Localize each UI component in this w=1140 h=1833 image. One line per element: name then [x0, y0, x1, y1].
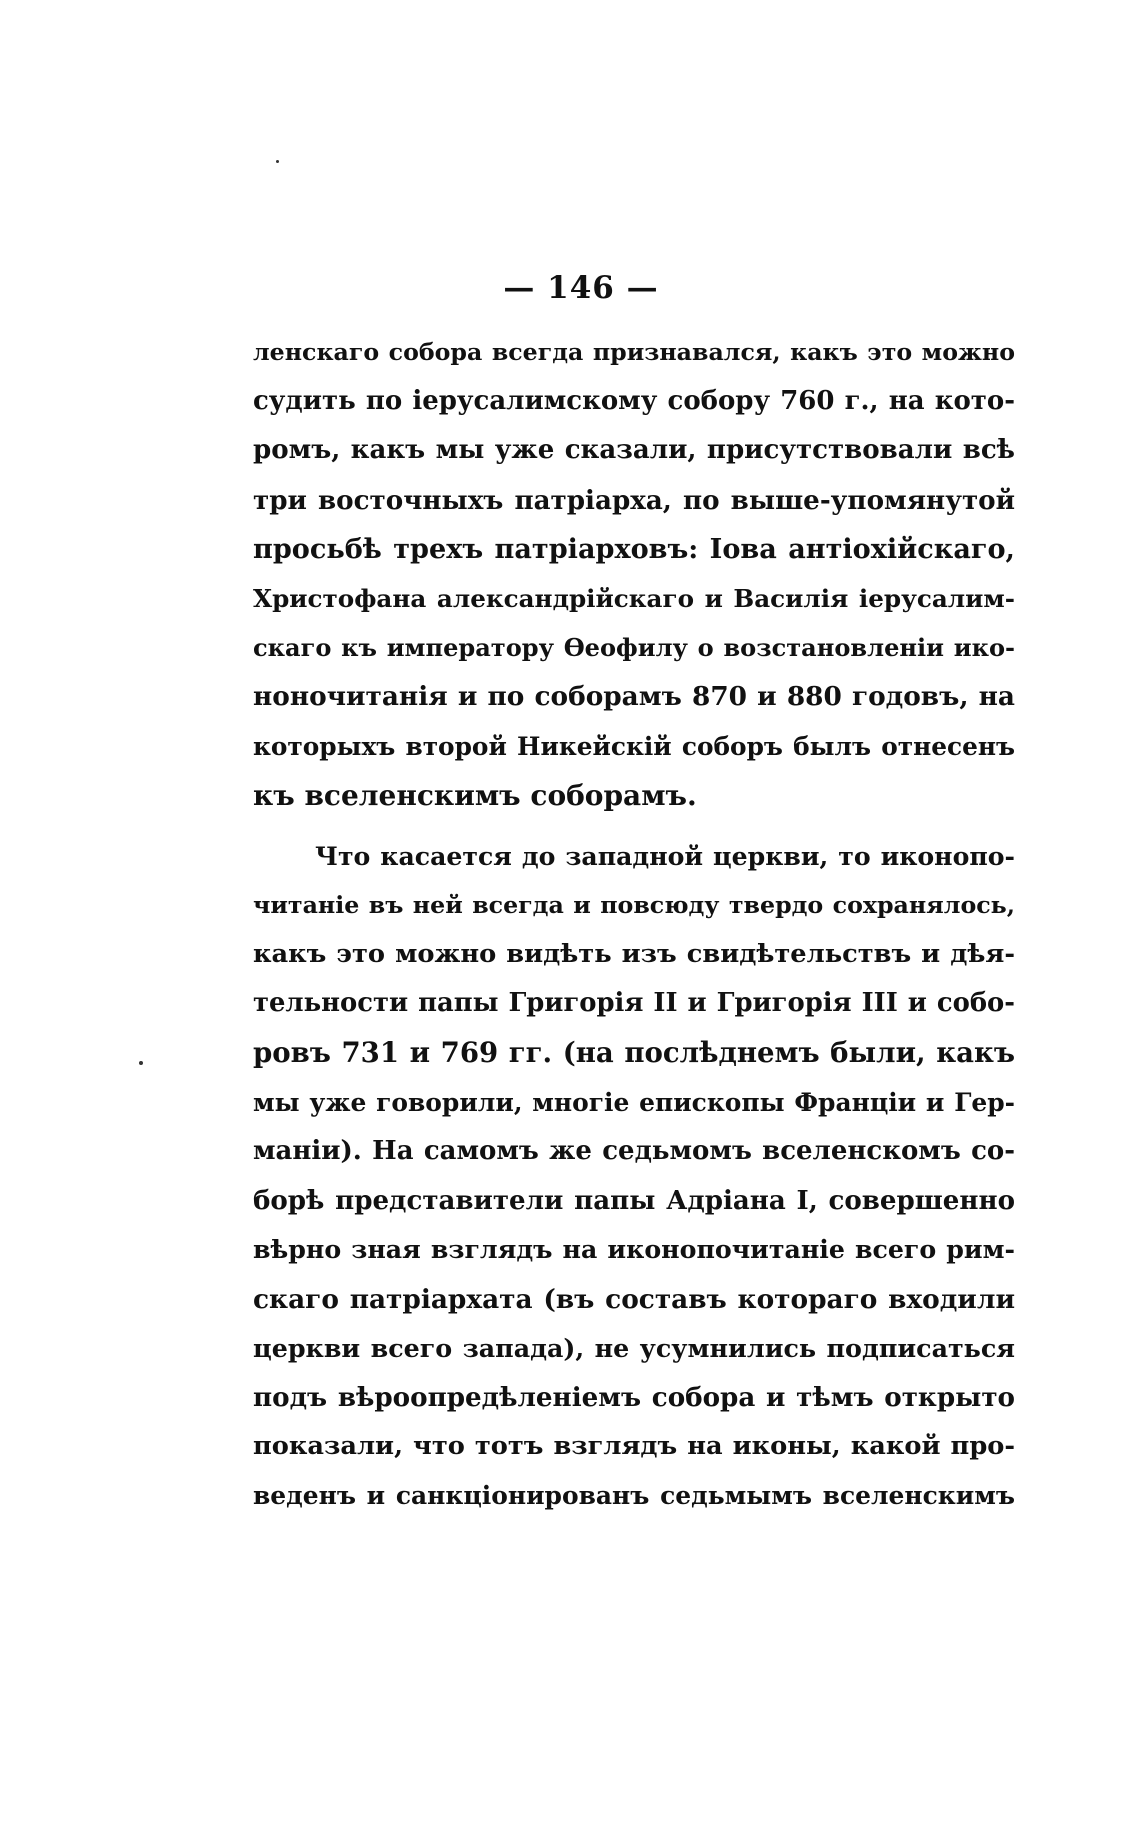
text-line: тельности папы Григорія II и Григорія III и собо- [253, 988, 1015, 1019]
page-number: — 146 — [503, 270, 659, 306]
text-line: къ вселенскимъ соборамъ. [253, 778, 697, 812]
text-line: Христофана александрійскаго и Василія іерусалим- [253, 583, 1015, 613]
text-line: показали, что тотъ взглядъ на иконы, какой про- [253, 1431, 1015, 1462]
text-line: судить по іерусалимскому собору 760 г., на кото- [253, 386, 1015, 417]
text-line: которыхъ второй Никейскій соборъ былъ отнесенъ [253, 731, 1015, 761]
ink-speck [139, 1061, 143, 1065]
text-line: просьбѣ трехъ патріарховъ: Іова антіохійскаго, [253, 533, 1015, 565]
text-line: ноночитанія и по соборамъ 870 и 880 годовъ, на [253, 681, 1015, 713]
text-line: маніи). На самомъ же седьмомъ вселенскомъ со- [253, 1136, 1015, 1166]
paragraph-2 [253, 832, 1015, 1521]
text-line: читаніе въ ней всегда и повсюду твердо сохранялось, [253, 891, 1015, 920]
text-line: борѣ представители папы Адріана I, совершенно [253, 1185, 1015, 1217]
text-line: какъ это можно видѣть изъ свидѣтельствъ и дѣя- [253, 939, 1015, 970]
text-line: ленскаго собора всегда признавался, какъ это можно [253, 338, 1015, 366]
text-line: ромъ, какъ мы уже сказали, присутствовали всѣ [253, 435, 1015, 466]
text-line: ровъ 731 и 769 гг. (на послѣднемъ были, какъ [253, 1036, 1015, 1069]
text-line: скаго патріархата (въ составъ котораго входили [253, 1283, 1015, 1315]
body-text [253, 328, 1015, 1521]
text-line: три восточныхъ патріарха, по выше-упомянутой [253, 484, 1015, 516]
text-line: веденъ и санкціонированъ седьмымъ вселенскимъ [253, 1481, 1015, 1511]
paragraph-1 [253, 328, 1015, 820]
text-line: церкви всего запада), не усумнились подписаться [253, 1332, 1015, 1363]
text-line: мы уже говорили, многіе епископы Франціи и Гер- [253, 1087, 1015, 1117]
paragraph-gap [253, 820, 1015, 832]
text-line: подъ вѣроопредѣленіемъ собора и тѣмъ открыто [253, 1381, 1015, 1413]
text-line: скаго къ императору Өеофилу о возстановленіи ико- [253, 633, 1015, 663]
ink-speck [276, 160, 279, 163]
text-line: вѣрно зная взглядъ на иконопочитаніе всего рим- [253, 1234, 1015, 1265]
text-line: Что касается до западной церкви, то иконопо- [315, 840, 1015, 871]
